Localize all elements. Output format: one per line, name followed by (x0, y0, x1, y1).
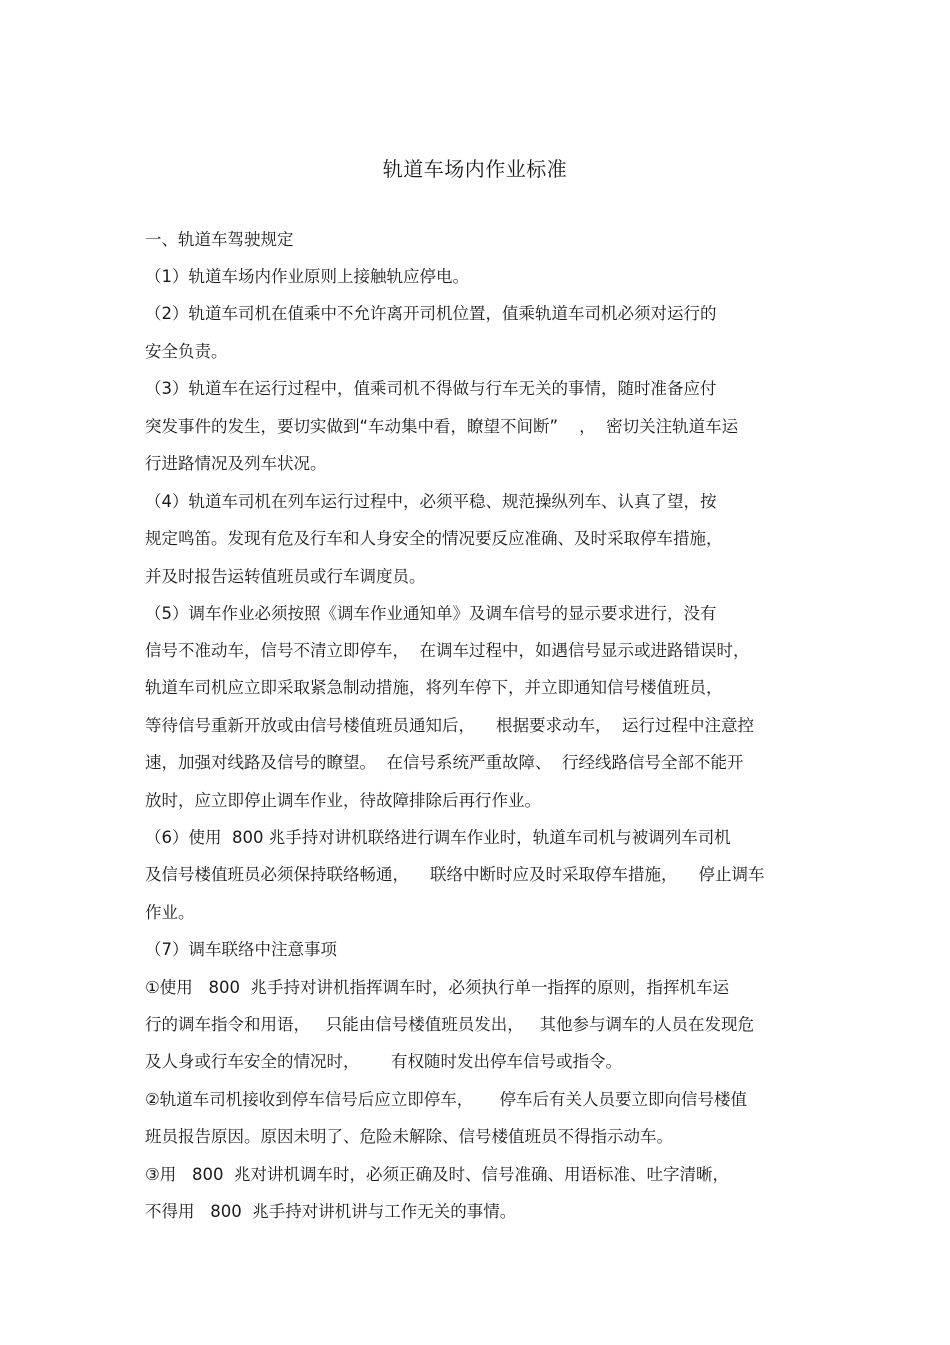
paragraph-line: 行进路情况及列车状况。 (145, 454, 327, 473)
paragraph-line: （3）轨道车在运行过程中，值乘司机不得做与行车无关的事情，随时准备应付 (145, 379, 717, 398)
paragraph-line: （7）调车联络中注意事项 (145, 940, 337, 959)
paragraph-line: 突发事件的发生，要切实做到“车动集中看，瞭望不间断” ， 密切关注轨道车运 (145, 417, 739, 436)
paragraph-line: 信号不准动车，信号不清立即停车， 在调车过程中，如遇信号显示或进路错误时， (145, 641, 750, 660)
paragraph-line: 行的调车指令和用语， 只能由信号楼值班员发出， 其他参与调车的人员在发现危 (145, 1015, 754, 1034)
paragraph-line: ③用 800 兆对讲机调车时，必须正确及时、信号准确、用语标准、吐字清晰， (145, 1165, 730, 1184)
paragraph-line: ②轨道车司机接收到停车信号后应立即停车， 停车后有关人员要立即向信号楼值 (145, 1090, 748, 1109)
paragraph-line: 班员报告原因。原因未明了、危险未解除、信号楼值班员不得指示动车。 (145, 1127, 673, 1146)
paragraph-line: 放时，应立即停止调车作业，待故障排除后再行作业。 (145, 791, 541, 810)
paragraph-line: 及人身或行车安全的情况时， 有权随时发出停车信号或指令。 (145, 1052, 622, 1071)
paragraph-line: 不得用 800 兆手持对讲机讲与工作无关的事情。 (145, 1202, 517, 1221)
paragraph-line: （1）轨道车场内作业原则上接触轨应停电。 (145, 267, 469, 286)
section-heading: 一、轨道车驾驶规定 (145, 230, 294, 249)
paragraph-line: 及信号楼值班员必须保持联络畅通， 联络中断时应及时采取停车措施， 停止调车 (145, 865, 765, 884)
paragraph-line: 作业。 (145, 903, 195, 922)
paragraph-line: ①使用 800 兆手持对讲机指挥调车时，必须执行单一指挥的原则，指挥机车运 (145, 978, 730, 997)
paragraph-line: 规定鸣笛。发现有危及行车和人身安全的情况要反应准确、及时采取停车措施， (145, 529, 723, 548)
paragraph-line: 并及时报告运转值班员或行车调度员。 (145, 567, 426, 586)
paragraph-line: （2）轨道车司机在值乘中不允许离开司机位置，值乘轨道车司机必须对运行的 (145, 304, 717, 323)
paragraph-line: 安全负责。 (145, 342, 228, 361)
paragraph-line: （5）调车作业必须按照《调车作业通知单》及调车信号的显示要求进行，没有 (145, 604, 717, 623)
document-title: 轨道车场内作业标准 (382, 157, 568, 181)
paragraph-line: 等待信号重新开放或由信号楼值班员通知后， 根据要求动车， 运行过程中注意控 (145, 716, 754, 735)
paragraph-line: （4）轨道车司机在列车运行过程中，必须平稳、规范操纵列车、认真了望，按 (145, 492, 717, 511)
paragraph-line: （6）使用 800 兆手持对讲机联络进行调车作业时，轨道车司机与被调列车司机 (145, 828, 731, 847)
paragraph-line: 速，加强对线路及信号的瞭望。 在信号系统严重故障、 行经线路信号全部不能开 (145, 753, 744, 772)
paragraph-line: 轨道车司机应立即采取紧急制动措施，将列车停下，并立即通知信号楼值班员， (145, 678, 723, 697)
